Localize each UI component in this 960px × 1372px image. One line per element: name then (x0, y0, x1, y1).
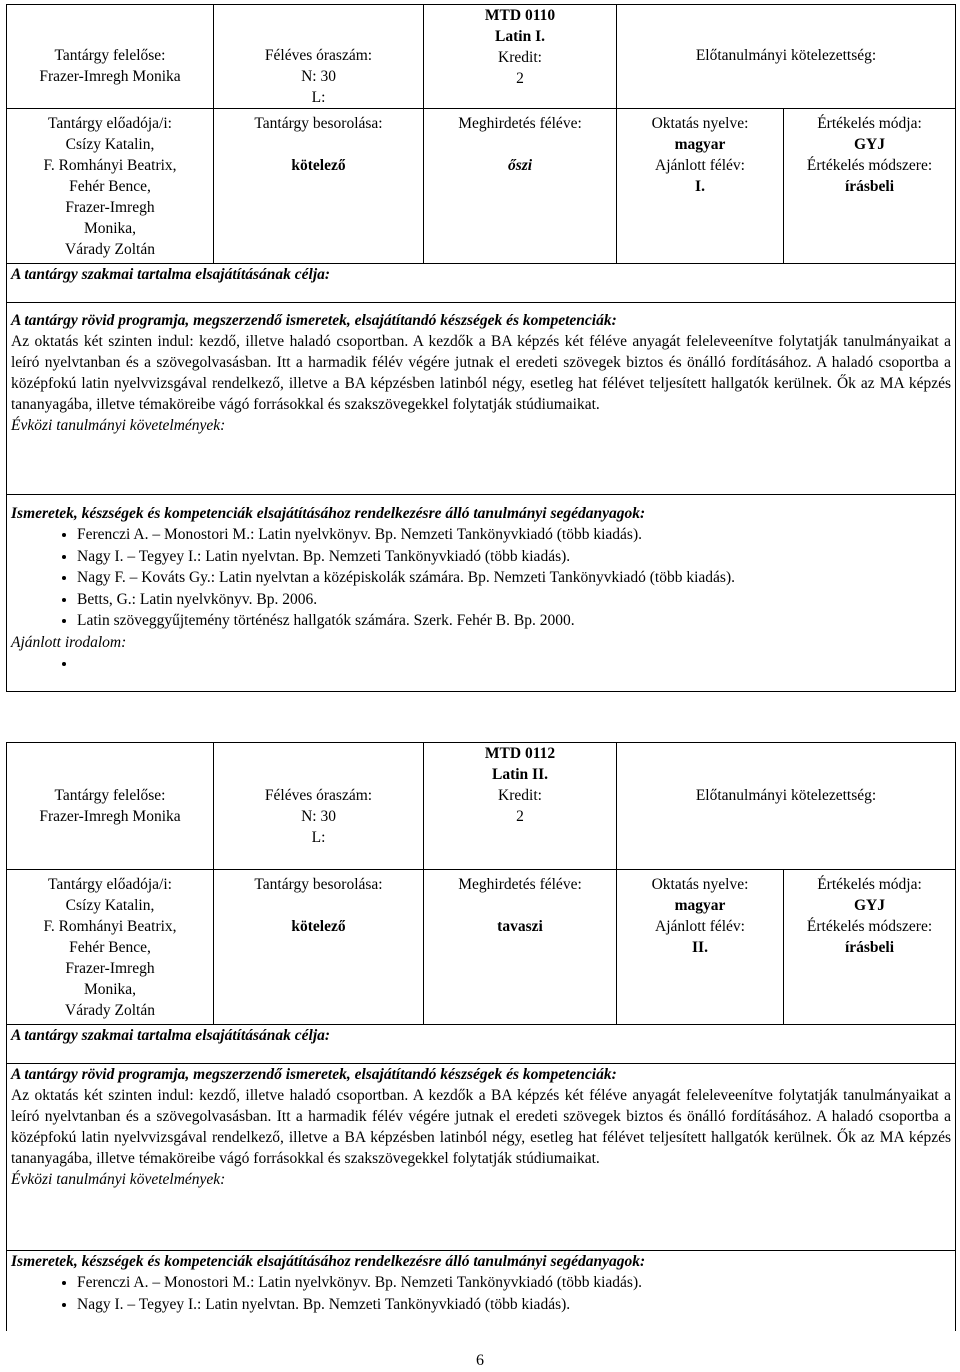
language-cell (617, 109, 784, 264)
program-text (11, 1085, 951, 1169)
language-cell (617, 870, 784, 1025)
lecturer: Várady Zoltán (65, 241, 155, 258)
lecturer: Monika, (83, 220, 137, 237)
credit-label: Kredit: (498, 787, 542, 804)
lecturers-label: Tantárgy előadója/i: (48, 876, 172, 893)
requirements-label: Évközi tanulmányi követelmények: (11, 417, 226, 434)
lecturer: Fehér Bence, (69, 939, 151, 956)
lecturers-cell (7, 109, 214, 264)
list-item: • Nagy I. – Tegyey I.: Latin nyelvtan. Bp. Nemzeti Tankönyvkiadó (több kiadás). (77, 546, 951, 568)
lecturer: Csízy Katalin, (65, 897, 155, 914)
responsible-name: Frazer-Imregh Monika (39, 68, 181, 85)
lecturer: F. Romhányi Beatrix, (43, 918, 177, 935)
course-code: MTD 0110 (484, 7, 556, 24)
eval-value: GYJ (854, 897, 885, 914)
eval-label: Értékelés módja: (817, 115, 922, 132)
method-value: írásbeli (844, 939, 895, 956)
responsible-name: Frazer-Imregh Monika (39, 808, 181, 825)
program-line: témaköreibe vágó forrásokkal és szakszövegekkel folytatják stúdiumaikat. (138, 1150, 600, 1167)
page-number: 6 (476, 1352, 484, 1369)
credit-cell (424, 743, 617, 870)
lecturer: Várady Zoltán (65, 1002, 155, 1019)
credit-cell (424, 5, 617, 109)
responsible-label: Tantárgy felelőse: (54, 47, 166, 64)
lecturer: Fehér Bence, (69, 178, 151, 195)
materials-list (11, 524, 951, 632)
program-line: szövegek biztos és önálló fordításához. A haladó csoportba a középfokú latin nyelvvizsgával rendelkező, illetve a BA (11, 354, 952, 392)
program-line: képzésben latinból négy, esetleg hat félévet teljesített hallgatók kerülnek. Ők az MA képzés tananyagába, illetve (11, 375, 952, 413)
requirements-label: Évközi tanulmányi követelmények: (11, 1171, 226, 1188)
language-value: magyar (674, 897, 726, 914)
recommended-value: I. (695, 178, 705, 195)
hours-n: N: 30 (301, 68, 336, 85)
goal-label: A tantárgy szakmai tartalma elsajátításának célja: (11, 1027, 331, 1044)
course-code: MTD 0112 (484, 745, 556, 762)
hours-l: L: (311, 89, 326, 106)
list-item: • Nagy I. – Tegyey I.: Latin nyelvtan. Bp. Nemzeti Tankönyvkiadó (több kiadás). (77, 1294, 951, 1316)
method-label: Értékelés módszere: (806, 157, 933, 174)
program-label: A tantárgy rövid programja, megszerzendő ismeretek, elsajátítandó készségek és kompetenciák: (11, 312, 617, 329)
list-item: • Ferenczi A. – Monostori M.: Latin nyelvkönyv. Bp. Nemzeti Tankönyvkiadó (több kiadás). (77, 524, 951, 546)
method-label: Értékelés módszere: (806, 918, 933, 935)
language-value: magyar (674, 136, 726, 153)
semester-cell (424, 870, 617, 1025)
credit-value: 2 (516, 70, 524, 87)
responsible-label: Tantárgy felelőse: (54, 787, 166, 804)
literature-list (11, 653, 951, 675)
credit-value: 2 (516, 808, 524, 825)
course-title: Latin II. (492, 766, 548, 783)
language-label: Oktatás nyelve: (651, 876, 749, 893)
goal-cell (7, 264, 956, 303)
list-item: • Ferenczi A. – Monostori M.: Latin nyelvkönyv. Bp. Nemzeti Tankönyvkiadó (több kiadás). (77, 1272, 951, 1294)
lecturer: Monika, (83, 981, 137, 998)
hours-label: Féléves óraszám: (264, 47, 373, 64)
prereq-label: Előtanulmányi kötelezettség: (695, 47, 877, 64)
course-title: Latin I. (495, 28, 545, 45)
semester-value: tavaszi (497, 918, 543, 935)
program-text (11, 331, 951, 415)
course-table-latin-2 (6, 742, 956, 1331)
materials-cell (7, 1251, 956, 1332)
prereq-cell (617, 5, 956, 109)
program-cell (7, 1064, 956, 1251)
hours-cell (214, 743, 424, 870)
materials-label: Ismeretek, készségek és kompetenciák elsajátításához rendelkezésre álló tanulmányi segédanyagok: (11, 505, 646, 522)
program-line: Az oktatás két szinten indul: kezdő, illetve haladó csoportban. A kezdők a BA képzés két féléve anyagát feleleveenítve (11, 333, 773, 350)
lecturer: Csízy Katalin, (65, 136, 155, 153)
evaluation-cell (784, 870, 956, 1025)
classification-cell (214, 109, 424, 264)
materials-label: Ismeretek, készségek és kompetenciák elsajátításához rendelkezésre álló tanulmányi segédanyagok: (11, 1253, 646, 1270)
list-item: • Betts, G.: Latin nyelvkönyv. Bp. 2006. (77, 589, 951, 611)
responsible-cell (7, 5, 214, 109)
materials-cell (7, 495, 956, 692)
program-line: képzésben latinból négy, esetleg hat félévet teljesített hallgatók kerülnek. Ők az MA képzés tananyagába, illetve (11, 1129, 952, 1167)
lecturer: Frazer-Imregh (65, 199, 155, 216)
program-line: témaköreibe vágó forrásokkal és szakszövegekkel folytatják stúdiumaikat. (138, 396, 600, 413)
hours-l: L: (311, 829, 326, 846)
lecturer: F. Romhányi Beatrix, (43, 157, 177, 174)
program-line: folytatják tanulmányaikat a leíró nyelvtanban és a szövegolvasásban. Itt a harmadik félév végére jutnak el eredeti (11, 333, 952, 371)
method-value: írásbeli (844, 178, 895, 195)
semester-label: Meghirdetés féléve: (458, 876, 582, 893)
credit-label: Kredit: (498, 49, 542, 66)
hours-n: N: 30 (301, 808, 336, 825)
eval-value: GYJ (854, 136, 885, 153)
program-line: Az oktatás két szinten indul: kezdő, illetve haladó csoportban. A kezdők a BA képzés két féléve anyagát feleleveenítve (11, 1087, 773, 1104)
responsible-cell (7, 743, 214, 870)
recommended-label: Ajánlott félév: (655, 918, 745, 935)
program-cell (7, 303, 956, 495)
prereq-label: Előtanulmányi kötelezettség: (695, 787, 877, 804)
semester-value: őszi (507, 157, 533, 174)
semester-cell (424, 109, 617, 264)
program-line: folytatják tanulmányaikat a leíró nyelvtanban és a szövegolvasásban. Itt a harmadik félév végére jutnak el eredeti (11, 1087, 952, 1125)
classification-value: kötelező (291, 157, 346, 174)
classification-value: kötelező (291, 918, 346, 935)
lecturer: Frazer-Imregh (65, 960, 155, 977)
evaluation-cell (784, 109, 956, 264)
literature-label: Ajánlott irodalom: (11, 633, 127, 651)
classification-label: Tantárgy besorolása: (254, 876, 383, 893)
recommended-value: II. (692, 939, 708, 956)
prereq-cell (617, 743, 956, 870)
course-table-latin-1 (6, 4, 956, 692)
program-line: szövegek biztos és önálló fordításához. A haladó csoportba a középfokú latin nyelvvizsgával rendelkező, illetve a BA (11, 1108, 952, 1146)
eval-label: Értékelés módja: (817, 876, 922, 893)
hours-label: Féléves óraszám: (264, 787, 373, 804)
classification-cell (214, 870, 424, 1025)
goal-label: A tantárgy szakmai tartalma elsajátításának célja: (11, 266, 331, 283)
hours-cell (214, 5, 424, 109)
list-item: • Nagy F. – Kováts Gy.: Latin nyelvtan a középiskolák számára. Bp. Nemzeti Tankönyvkiadó (több kiadás). (77, 567, 951, 589)
list-item: • Latin szöveggyűjtemény történész hallgatók számára. Szerk. Fehér B. Bp. 2000. (77, 610, 951, 632)
lecturers-cell (7, 870, 214, 1025)
classification-label: Tantárgy besorolása: (254, 115, 383, 132)
semester-label: Meghirdetés féléve: (458, 115, 582, 132)
materials-list (11, 1272, 951, 1315)
goal-cell (7, 1025, 956, 1064)
language-label: Oktatás nyelve: (651, 115, 749, 132)
lecturers-label: Tantárgy előadója/i: (48, 115, 172, 132)
program-label: A tantárgy rövid programja, megszerzendő ismeretek, elsajátítandó készségek és kompetenciák: (11, 1066, 617, 1083)
list-item (77, 653, 951, 675)
recommended-label: Ajánlott félév: (655, 157, 745, 174)
